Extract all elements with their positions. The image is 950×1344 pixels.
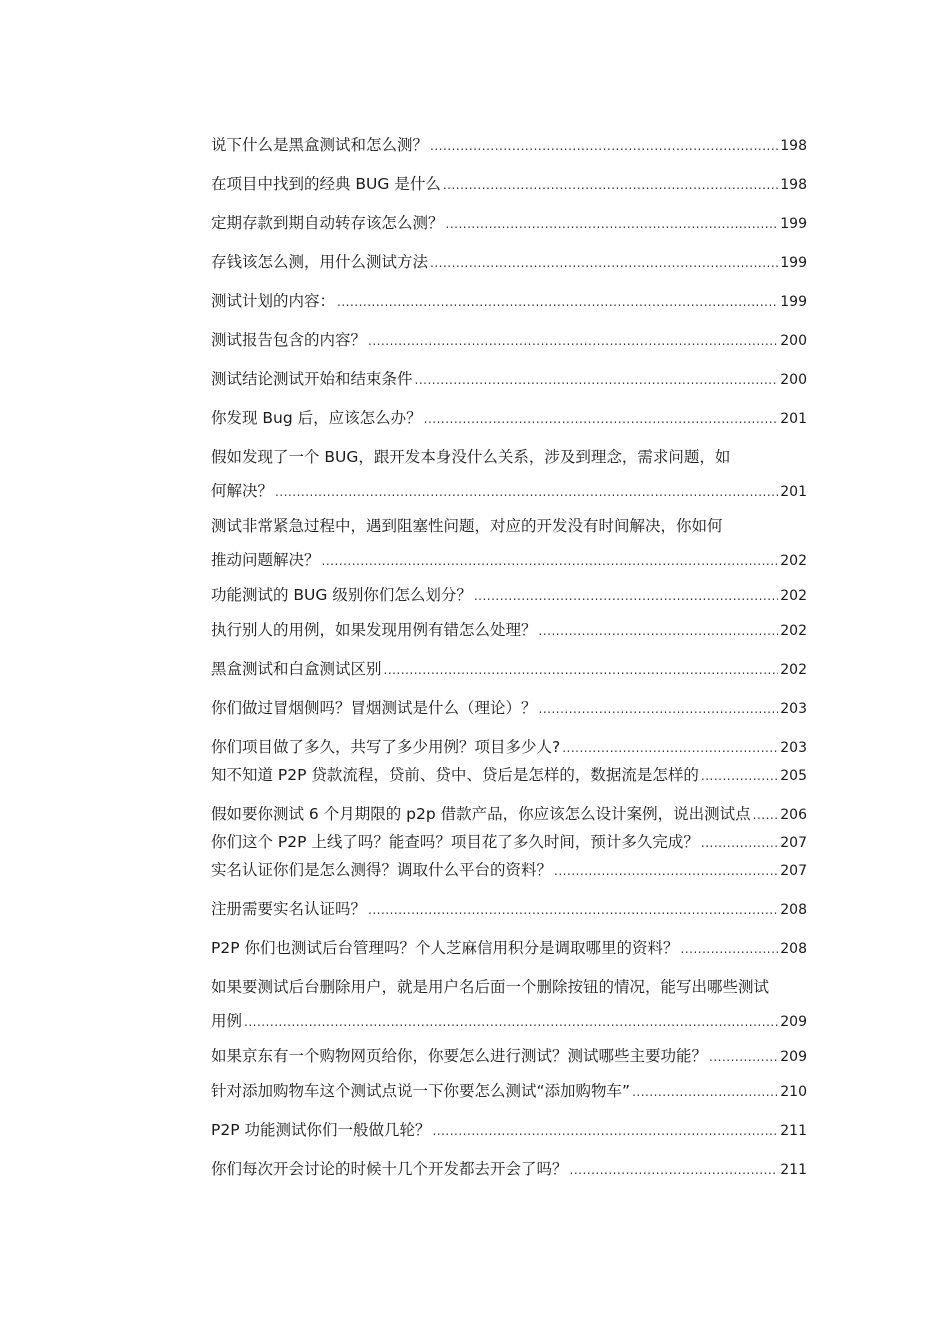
toc-entry-page-number: 199 xyxy=(780,294,807,310)
dot-leader xyxy=(709,1040,778,1074)
toc-entry[interactable] xyxy=(211,284,807,318)
toc-entry[interactable] xyxy=(211,245,807,279)
dot-leader xyxy=(443,168,778,202)
dot-leader xyxy=(570,1153,779,1187)
dot-leader xyxy=(432,1114,778,1148)
toc-entry[interactable] xyxy=(211,758,807,792)
toc-entry-page-number: 202 xyxy=(780,588,807,604)
toc-entry-title: 如果要测试后台删除用户，就是用户名后面一个删除按钮的情况，能写出哪些测试 xyxy=(211,978,770,996)
toc-entry-page-number: 211 xyxy=(780,1162,807,1178)
dot-leader xyxy=(368,324,778,358)
dot-leader xyxy=(446,207,779,241)
toc-entry-page-number: 209 xyxy=(780,1049,807,1065)
toc-entry-title: 定期存款到期自动转存该怎么测？ xyxy=(211,214,444,232)
dot-leader xyxy=(337,285,778,319)
toc-entry-title: 知不知道 P2P 贷款流程，贷前、贷中、贷后是怎样的，数据流是怎样的 xyxy=(211,766,699,784)
toc-entry[interactable] xyxy=(211,362,807,396)
toc-entry-title: 你们每次开会讨论的时候十几个开发都去开会了吗？ xyxy=(211,1160,568,1178)
dot-leader xyxy=(322,544,779,578)
toc-entry[interactable] xyxy=(211,440,807,508)
toc-entry-title: 你们项目做了多久，共写了多少用例？项目多少人? xyxy=(211,738,561,756)
toc-entry-title: 存钱该怎么测，用什么测试方法 xyxy=(211,253,429,271)
toc-entry-title: 说下什么是黑盒测试和怎么测？ xyxy=(211,136,429,154)
dot-leader xyxy=(384,653,779,687)
dot-leader xyxy=(554,854,778,888)
toc-entry[interactable] xyxy=(211,970,807,1038)
toc-entry-title: 功能测试的 BUG 级别你们怎么划分？ xyxy=(211,586,472,604)
toc-entry-page-number: 201 xyxy=(780,484,807,500)
toc-entry[interactable] xyxy=(211,652,807,686)
toc-entry[interactable] xyxy=(211,323,807,357)
toc-entry-page-number: 207 xyxy=(780,835,807,851)
dot-leader xyxy=(415,363,779,397)
toc-entry-title: 在项目中找到的经典 BUG 是什么 xyxy=(211,175,441,193)
dot-leader xyxy=(632,1075,778,1109)
dot-leader xyxy=(474,579,778,613)
dot-leader xyxy=(701,759,778,793)
toc-entry-title: 你发现 Bug 后，应该怎么办？ xyxy=(211,409,422,427)
toc-entry-title: P2P 你们也测试后台管理吗？个人芝麻信用积分是调取哪里的资料？ xyxy=(211,939,679,957)
toc-entry-page-number: 210 xyxy=(780,1084,807,1100)
toc-entry[interactable] xyxy=(211,1113,807,1147)
toc-entry-title: 假如发现了一个 BUG，跟开发本身没什么关系，涉及到理念，需求问题，如 xyxy=(211,448,731,466)
dot-leader xyxy=(681,932,779,966)
toc-entry-title: 测试非常紧急过程中，遇到阻塞性问题，对应的开发没有时间解决，你如何 xyxy=(211,517,723,535)
toc-entry[interactable] xyxy=(211,691,807,725)
dot-leader xyxy=(424,402,779,436)
dot-leader xyxy=(368,893,778,927)
toc-entry[interactable] xyxy=(211,613,807,647)
toc-entry-title: 如果京东有一个购物网页给你，你要怎么进行测试？测试哪些主要功能？ xyxy=(211,1047,708,1065)
toc-entry-title: 用例 xyxy=(211,1012,243,1030)
toc-entry[interactable] xyxy=(211,167,807,201)
toc-entry[interactable] xyxy=(211,1152,807,1186)
toc-entry-title: P2P 功能测试你们一般做几轮？ xyxy=(211,1121,431,1139)
toc-entry-page-number: 202 xyxy=(780,662,807,678)
toc-entry-page-number: 203 xyxy=(780,740,807,756)
toc-entry-page-number: 202 xyxy=(780,553,807,569)
toc-entry-page-number: 199 xyxy=(780,255,807,271)
dot-leader xyxy=(244,1005,778,1039)
dot-leader xyxy=(430,246,778,280)
toc-entry-title: 推动问题解决？ xyxy=(211,551,320,569)
toc-entry[interactable] xyxy=(211,1039,807,1073)
toc-entry[interactable] xyxy=(211,853,807,887)
toc-entry-title: 执行别人的用例，如果发现用例有错怎么处理？ xyxy=(211,621,537,639)
toc-entry[interactable] xyxy=(211,206,807,240)
toc-entry-title: 测试计划的内容： xyxy=(211,292,336,310)
toc-entry-page-number: 206 xyxy=(780,807,807,823)
toc-entry[interactable] xyxy=(211,578,807,612)
table-of-contents xyxy=(211,128,807,1186)
toc-entry-page-number: 198 xyxy=(780,177,807,193)
toc-entry[interactable] xyxy=(211,1074,807,1108)
toc-entry-title: 实名认证你们是怎么测得？调取什么平台的资料？ xyxy=(211,861,553,879)
toc-entry-page-number: 209 xyxy=(780,1014,807,1030)
toc-entry[interactable] xyxy=(211,931,807,965)
toc-entry-page-number: 202 xyxy=(780,623,807,639)
dot-leader xyxy=(430,129,778,163)
toc-entry-title: 黑盒测试和白盒测试区别 xyxy=(211,660,382,678)
toc-entry-page-number: 208 xyxy=(780,941,807,957)
toc-entry-title: 假如要你测试 6 个月期限的 p2p 借款产品，你应该怎么设计案例，说出测试点 xyxy=(211,805,751,823)
toc-entry-title: 针对添加购物车这个测试点说一下你要怎么测试“添加购物车” xyxy=(211,1082,631,1100)
toc-entry-page-number: 200 xyxy=(780,372,807,388)
toc-entry-title: 测试报告包含的内容？ xyxy=(211,331,367,349)
toc-entry-page-number: 201 xyxy=(780,411,807,427)
toc-entry-page-number: 207 xyxy=(780,863,807,879)
toc-entry-title: 测试结论测试开始和结束条件 xyxy=(211,370,413,388)
toc-entry-title: 何解决？ xyxy=(211,482,274,500)
toc-entry-title: 你们做过冒烟侧吗？冒烟测试是什么（理论）？ xyxy=(211,699,537,717)
dot-leader xyxy=(539,692,779,726)
toc-entry-page-number: 211 xyxy=(780,1123,807,1139)
toc-entry-title: 注册需要实名认证吗？ xyxy=(211,900,367,918)
dot-leader xyxy=(275,475,778,509)
toc-entry-title: 你们这个 P2P 上线了吗？能查吗？项目花了多久时间，预计多久完成？ xyxy=(211,833,699,851)
toc-entry[interactable] xyxy=(211,509,807,577)
toc-entry-page-number: 198 xyxy=(780,138,807,154)
toc-entry-page-number: 205 xyxy=(780,768,807,784)
toc-entry[interactable] xyxy=(211,401,807,435)
toc-entry-page-number: 203 xyxy=(780,701,807,717)
toc-entry-page-number: 200 xyxy=(780,333,807,349)
toc-entry[interactable] xyxy=(211,892,807,926)
toc-entry[interactable] xyxy=(211,128,807,162)
dot-leader xyxy=(539,614,779,648)
toc-entry-page-number: 208 xyxy=(780,902,807,918)
toc-entry-page-number: 199 xyxy=(780,216,807,232)
